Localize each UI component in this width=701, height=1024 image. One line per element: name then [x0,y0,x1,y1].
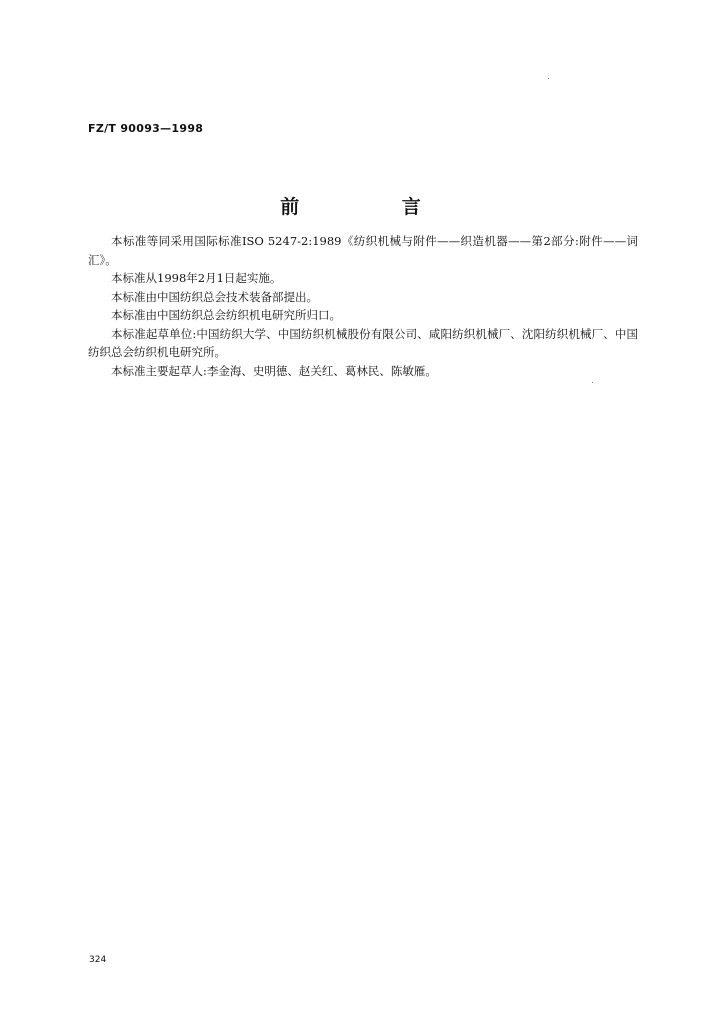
scan-speck [548,78,549,79]
scan-speck [592,382,593,383]
paragraph-drafters: 本标准主要起草人:李金海、史明德、赵关红、葛林民、陈敏雁。 [111,363,437,378]
paragraph-proposed-by: 本标准由中国纺织总会技术装备部提出。 [111,289,318,304]
paragraph-drafting-units: 本标准起草单位:中国纺织大学、中国纺织机械股份有限公司、咸阳纺织机械厂、沈阳纺织机械厂、中国纺织总会纺织机电研究所。 [88,326,638,359]
page-title: 前 言 [280,196,469,218]
standard-code: FZ/T 90093—1998 [88,122,204,135]
paragraph-adoption: 本标准等同采用国际标准ISO 5247-2:1989《纺织机械与附件——织造机器——第2部分:附件——词汇》。 [88,234,638,267]
foreword-body [88,232,638,380]
paragraph-effective-date: 本标准从1998年2月1日起实施。 [111,271,282,285]
paragraph-centralized-by: 本标准由中国纺织总会纺织机电研究所归口。 [111,308,341,322]
page-number: 324 [89,955,107,965]
